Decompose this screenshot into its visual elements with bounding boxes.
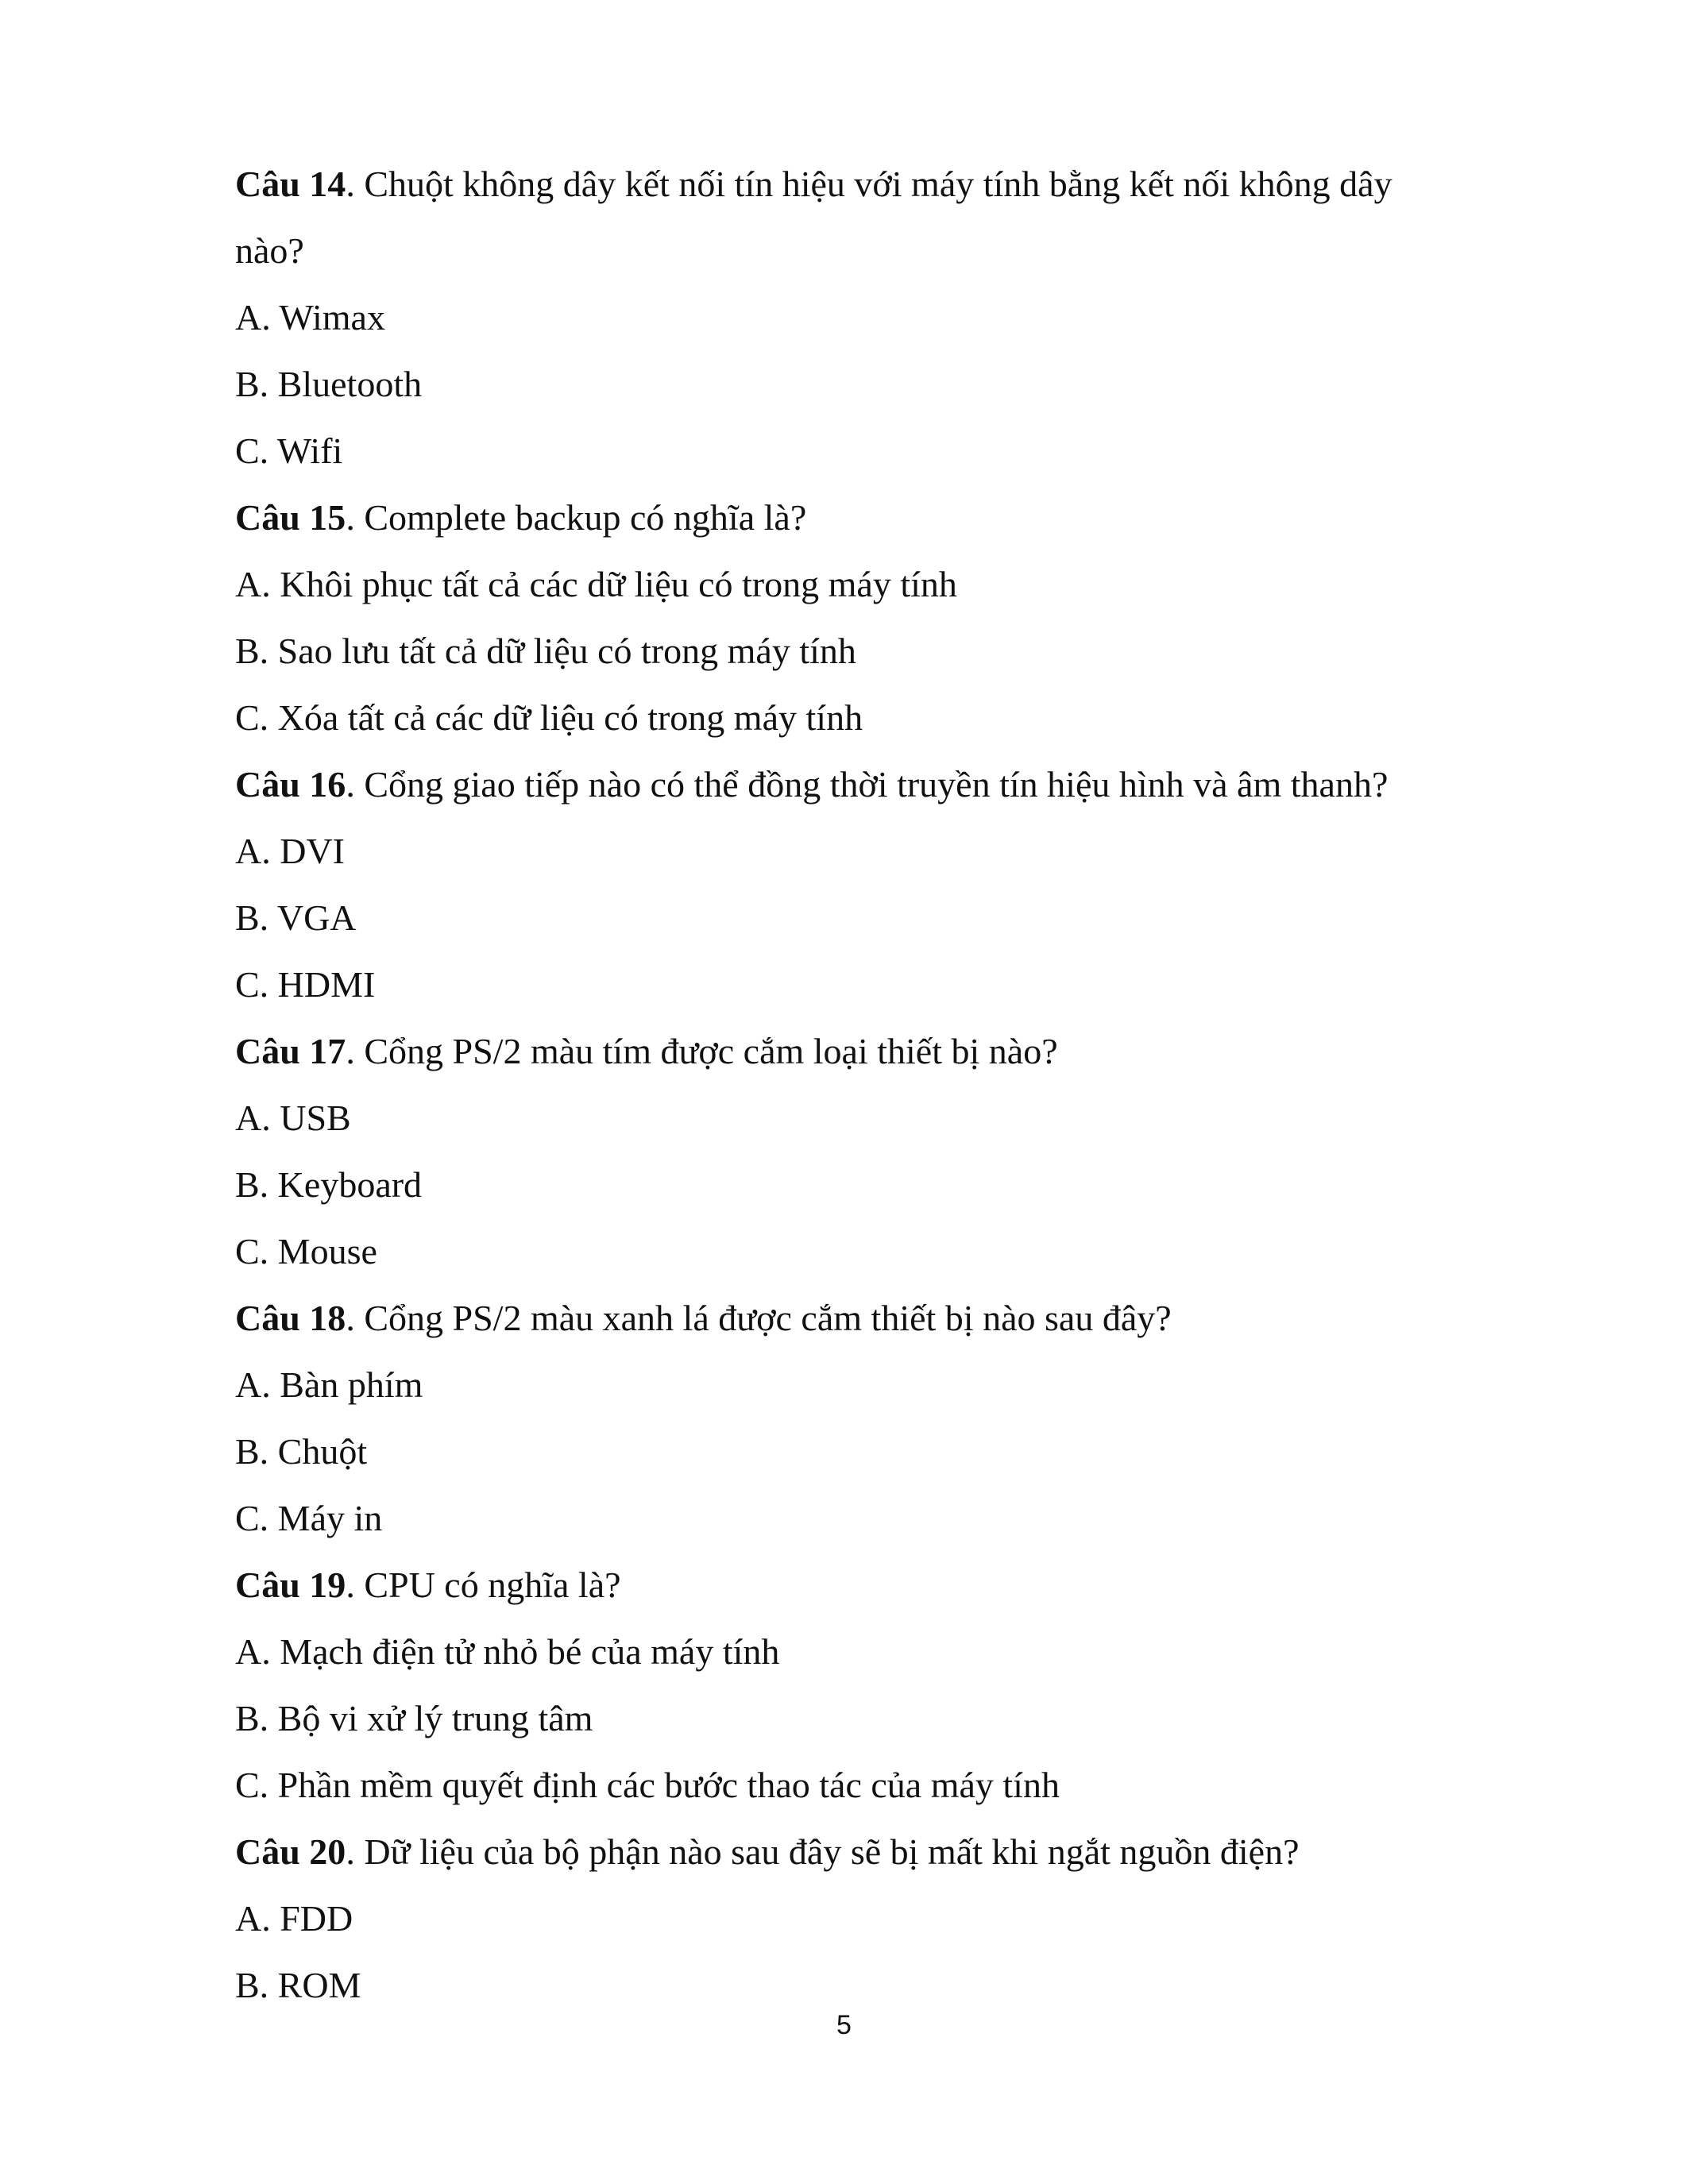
question-text: . CPU có nghĩa là? <box>346 1565 621 1605</box>
answer-option: B. ROM <box>235 1965 361 2005</box>
question-text: . Complete backup có nghĩa là? <box>346 497 807 538</box>
question-list <box>235 151 1474 2019</box>
answer-option: B. Chuột <box>235 1431 368 1472</box>
question-number: Câu 16 <box>235 764 346 805</box>
answer-option: A. FDD <box>235 1898 353 1939</box>
page-number: 5 <box>836 2010 852 2040</box>
question-heading <box>235 484 1474 551</box>
question-heading <box>235 1552 1474 1619</box>
question-text: . Cổng PS/2 màu xanh lá được cắm thiết bị nào sau đây? <box>346 1298 1172 1338</box>
question-text-continuation: nào? <box>235 230 304 271</box>
answer-option: A. Khôi phục tất cả các dữ liệu có trong máy tính <box>235 564 957 604</box>
question-text: . Cổng giao tiếp nào có thể đồng thời truyền tín hiệu hình và âm thanh? <box>346 764 1389 805</box>
answer-option: C. Mouse <box>235 1231 377 1271</box>
answer-option: B. Bluetooth <box>235 364 423 404</box>
answer-option: C. Xóa tất cả các dữ liệu có trong máy tính <box>235 697 863 738</box>
question-number: Câu 15 <box>235 497 346 538</box>
question-number: Câu 19 <box>235 1565 346 1605</box>
question-text: . Dữ liệu của bộ phận nào sau đây sẽ bị mất khi ngắt nguồn điện? <box>346 1831 1300 1872</box>
question-number: Câu 20 <box>235 1831 346 1872</box>
question-heading <box>235 1819 1474 1885</box>
question-heading <box>235 751 1474 818</box>
answer-option: B. Bộ vi xử lý trung tâm <box>235 1698 593 1738</box>
answer-option: C. Wifi <box>235 430 343 471</box>
answer-option: B. Keyboard <box>235 1164 423 1205</box>
question-heading <box>235 1285 1474 1352</box>
question-heading <box>235 151 1474 218</box>
question-number: Câu 17 <box>235 1031 346 1071</box>
question-text: . Cổng PS/2 màu tím được cắm loại thiết bị nào? <box>346 1031 1058 1071</box>
answer-option: A. Bàn phím <box>235 1364 423 1405</box>
answer-option: A. Mạch điện tử nhỏ bé của máy tính <box>235 1631 780 1672</box>
answer-option: C. HDMI <box>235 964 376 1005</box>
answer-option: B. VGA <box>235 897 357 938</box>
question-heading <box>235 1018 1474 1085</box>
answer-option: B. Sao lưu tất cả dữ liệu có trong máy tính <box>235 631 856 671</box>
question-number: Câu 14 <box>235 164 346 204</box>
question-text: . Chuột không dây kết nối tín hiệu với máy tính bằng kết nối không dây <box>346 164 1393 204</box>
answer-option: A. DVI <box>235 831 345 871</box>
answer-option: C. Máy in <box>235 1498 383 1538</box>
answer-option: A. USB <box>235 1098 351 1138</box>
answer-option: C. Phần mềm quyết định các bước thao tác của máy tính <box>235 1765 1060 1805</box>
question-number: Câu 18 <box>235 1298 346 1338</box>
answer-option: A. Wimax <box>235 297 385 338</box>
